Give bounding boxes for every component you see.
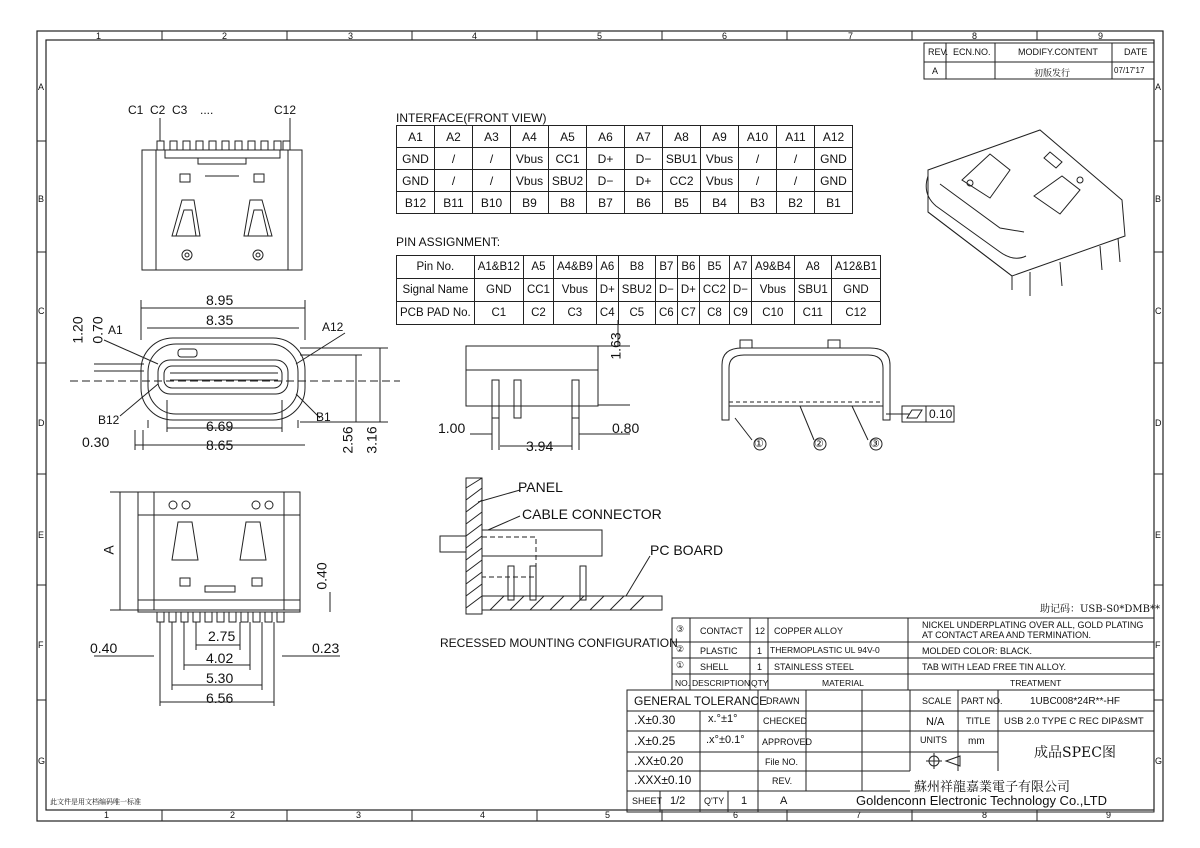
mat-header-desc: DESCRIPTION	[692, 678, 751, 688]
part-no: 1UBC008*24R**-HF	[1030, 696, 1121, 707]
label-b1: B1	[316, 410, 331, 424]
angle-1: x.°±1°	[708, 713, 738, 725]
isometric-view	[926, 130, 1125, 296]
zone-col-1-bottom: 1	[104, 810, 110, 820]
rev-letter: A	[780, 795, 788, 807]
table-cell: GND	[397, 148, 435, 170]
zone-col-9: 9	[1098, 31, 1104, 41]
zone-col-3-bottom: 3	[356, 810, 362, 820]
dim-2-56: 2.56	[339, 426, 356, 454]
table-cell: B2	[777, 192, 815, 214]
zone-col-8-bottom: 8	[982, 810, 988, 820]
tol-xxxx: .XXX±0.10	[634, 773, 692, 787]
table-cell: /	[777, 148, 815, 170]
table-cell: C1	[474, 302, 523, 325]
label-cable-connector: CABLE CONNECTOR	[522, 506, 662, 522]
dim-0-80: 0.80	[612, 420, 640, 436]
role-approved: APPROVED	[762, 737, 813, 747]
table-cell: D+	[587, 148, 625, 170]
table-row	[397, 126, 853, 148]
table-cell: B5	[699, 256, 729, 279]
label-a12: A12	[322, 320, 344, 334]
table-cell: C11	[794, 302, 831, 325]
qty-label: Q'TY	[704, 796, 725, 806]
table-cell: Vbus	[701, 170, 739, 192]
tol-x: .X±0.30	[634, 713, 676, 727]
table-cell: A7	[625, 126, 663, 148]
zone-col-4-bottom: 4	[480, 810, 486, 820]
table-cell: C9	[729, 302, 751, 325]
table-cell: SBU2	[618, 279, 655, 302]
zone-row-e-right: E	[1155, 530, 1162, 540]
mat-material-plastic: THERMOPLASTIC UL 94V-0	[770, 645, 880, 655]
table-cell: GND	[831, 279, 880, 302]
marker-1: ①	[754, 438, 764, 450]
table-cell: C7	[677, 302, 699, 325]
table-cell: C3	[553, 302, 596, 325]
label-c3: C3	[172, 103, 188, 117]
zone-row-a: A	[38, 82, 45, 92]
role-checked: CHECKED	[763, 716, 808, 726]
company-en: Goldenconn Electronic Technology Co.,LTD	[856, 793, 1107, 808]
zone-row-c-right: C	[1155, 306, 1162, 316]
zone-col-8: 8	[972, 31, 978, 41]
table-cell: A12&B1	[831, 256, 880, 279]
dim-0-70: 0.70	[89, 316, 106, 344]
label-c2: C2	[150, 103, 166, 117]
dim-6-69: 6.69	[206, 418, 234, 434]
dim-4-02: 4.02	[206, 650, 234, 666]
zone-col-5-bottom: 5	[605, 810, 611, 820]
ecn-header: ECN.NO.	[953, 47, 991, 57]
side-view	[466, 320, 630, 450]
table-cell: D+	[625, 170, 663, 192]
dim-1-00: 1.00	[438, 420, 466, 436]
zone-row-f-right: F	[1155, 640, 1161, 650]
table-cell: CC2	[663, 170, 701, 192]
mat-qty-plastic: 1	[757, 646, 763, 656]
tol-xxx: .XX±0.20	[634, 754, 684, 768]
table-cell: GND	[815, 170, 853, 192]
table-row	[397, 256, 881, 279]
zone-col-2: 2	[222, 31, 228, 41]
dim-3-94: 3.94	[526, 438, 554, 454]
table-row	[397, 170, 853, 192]
table-cell: C2	[523, 302, 553, 325]
pin-assignment-table	[396, 255, 881, 325]
zone-col-3: 3	[348, 31, 354, 41]
label-c12: C12	[274, 103, 297, 117]
table-cell: A7	[729, 256, 751, 279]
table-cell: CC2	[699, 279, 729, 302]
units-label: UNITS	[920, 735, 947, 745]
dim-5-30: 5.30	[206, 670, 234, 686]
table-cell: /	[739, 148, 777, 170]
table-cell: GND	[815, 148, 853, 170]
table-cell: GND	[397, 170, 435, 192]
company-cn: 蘇州祥龍嘉業電子有限公司	[914, 780, 1071, 795]
table-cell: A2	[435, 126, 473, 148]
table-cell: B1	[815, 192, 853, 214]
interface-title: INTERFACE(FRONT VIEW)	[396, 111, 547, 125]
flatness-value: 0.10	[929, 407, 953, 421]
table-cell: A1&B12	[474, 256, 523, 279]
table-cell: D+	[677, 279, 699, 302]
table-cell: B7	[655, 256, 677, 279]
mat-desc-plastic: PLASTIC	[700, 646, 738, 656]
general-tolerance: GENERAL TOLERANCE	[634, 694, 768, 708]
scale-value: N/A	[926, 716, 945, 728]
zone-row-c: C	[38, 306, 45, 316]
dim-1-20: 1.20	[69, 316, 86, 344]
table-cell: /	[473, 148, 511, 170]
marker-3: ③	[870, 438, 880, 450]
mat-material-shell: STAINLESS STEEL	[774, 662, 854, 672]
table-cell: A5	[523, 256, 553, 279]
zone-col-7: 7	[848, 31, 854, 41]
zone-col-1: 1	[96, 31, 102, 41]
mat-header-material: MATERIAL	[822, 678, 864, 688]
table-cell: A5	[549, 126, 587, 148]
table-cell: A11	[777, 126, 815, 148]
zone-row-d-right: D	[1155, 418, 1162, 428]
table-cell: B3	[739, 192, 777, 214]
role-drawn: DRAWN	[766, 696, 800, 706]
rev-header: REV.	[928, 47, 949, 57]
dim-0-40: 0.40	[90, 640, 118, 656]
dim-6-56: 6.56	[206, 690, 234, 706]
qty-value: 1	[741, 795, 748, 807]
dim-a: A	[100, 545, 117, 555]
table-cell: B8	[618, 256, 655, 279]
table-cell: B4	[701, 192, 739, 214]
table-cell: A8	[794, 256, 831, 279]
table-row	[397, 148, 853, 170]
table-cell: Vbus	[751, 279, 794, 302]
table-cell: SBU1	[794, 279, 831, 302]
dim-8-35: 8.35	[206, 312, 234, 328]
table-cell: A4&B9	[553, 256, 596, 279]
rev-value: A	[932, 66, 939, 76]
table-cell: A8	[663, 126, 701, 148]
mat-header-qty: QTY	[751, 678, 769, 688]
table-cell: A9&B4	[751, 256, 794, 279]
bottom-pins	[157, 612, 284, 622]
table-cell: D−	[729, 279, 751, 302]
units-value: mm	[968, 736, 985, 747]
dim-0-23: 0.23	[312, 640, 340, 656]
label-c1: C1	[128, 103, 144, 117]
title-value: USB 2.0 TYPE C REC DIP&SMT	[1004, 716, 1144, 727]
table-cell: A3	[473, 126, 511, 148]
section-view	[722, 340, 954, 450]
zone-col-6-bottom: 6	[733, 810, 739, 820]
mounting-section	[440, 478, 662, 614]
mat-material-contact: COPPER ALLOY	[774, 626, 844, 636]
mat-treatment-plastic: MOLDED COLOR: BLACK.	[922, 646, 1033, 656]
table-cell: GND	[474, 279, 523, 302]
zone-col-6: 6	[722, 31, 728, 41]
dim-0-30: 0.30	[82, 434, 110, 450]
label-pc-board: PC BOARD	[650, 542, 724, 558]
role-file-no: File NO.	[765, 757, 799, 767]
dim-0-40-vertical: 0.40	[313, 562, 330, 590]
table-cell: B6	[625, 192, 663, 214]
table-row	[397, 279, 881, 302]
mat-header-no: NO.	[675, 678, 691, 688]
sheet-value: 1/2	[670, 795, 686, 807]
table-cell: /	[435, 148, 473, 170]
table-cell: /	[739, 170, 777, 192]
table-cell: PCB PAD No.	[397, 302, 475, 325]
modify-value: 初版发行	[1034, 68, 1071, 78]
zone-col-9-bottom: 9	[1106, 810, 1112, 820]
table-cell: B5	[663, 192, 701, 214]
table-cell: Signal Name	[397, 279, 475, 302]
table-cell: C5	[618, 302, 655, 325]
dim-8-65: 8.65	[206, 437, 234, 453]
zone-row-b-right: B	[1155, 194, 1162, 204]
zone-col-2-bottom: 2	[230, 810, 236, 820]
part-label: PART NO.	[961, 696, 1003, 706]
zone-row-g: G	[38, 756, 46, 766]
table-cell: D−	[587, 170, 625, 192]
modify-header: MODIFY.CONTENT	[1018, 47, 1098, 57]
table-cell: CC1	[549, 148, 587, 170]
mat-no-2: ②	[676, 644, 685, 654]
table-cell: C8	[699, 302, 729, 325]
mat-treatment-shell: TAB WITH LEAD FREE TIN ALLOY.	[922, 662, 1067, 672]
table-cell: B8	[549, 192, 587, 214]
scale-label: SCALE	[922, 696, 952, 706]
table-cell: Vbus	[511, 170, 549, 192]
table-cell: B9	[511, 192, 549, 214]
table-cell: D−	[625, 148, 663, 170]
table-cell: A9	[701, 126, 739, 148]
dim-3-16: 3.16	[363, 426, 380, 454]
role-rev: REV.	[772, 776, 793, 786]
sheet-label: SHEET	[632, 796, 663, 806]
table-cell: Vbus	[701, 148, 739, 170]
mat-desc-contact: CONTACT	[700, 626, 743, 636]
zone-row-f: F	[38, 640, 44, 650]
mat-treatment-contact: NICKEL UNDERPLATING OVER ALL, GOLD PLATING AT CONTACT AREA AND TERMINATION.	[922, 620, 1144, 640]
table-cell: B7	[587, 192, 625, 214]
table-cell: CC1	[523, 279, 553, 302]
table-cell: B10	[473, 192, 511, 214]
angle-2: .x°±0.1°	[706, 734, 745, 746]
table-cell: A12	[815, 126, 853, 148]
table-cell: D−	[655, 279, 677, 302]
date-header: DATE	[1124, 47, 1148, 57]
document-standard-note: 此文件是用文档编码唯一标准	[50, 799, 141, 806]
tol-xx: .X±0.25	[634, 734, 676, 748]
table-cell: B12	[397, 192, 435, 214]
top-view	[142, 118, 302, 270]
mat-desc-shell: SHELL	[700, 662, 729, 672]
mat-no-1: ①	[676, 660, 685, 670]
table-cell: C6	[655, 302, 677, 325]
label-ellipsis: ....	[200, 103, 214, 117]
zone-row-e: E	[38, 530, 45, 540]
marker-2: ②	[814, 438, 824, 450]
interface-table	[396, 125, 853, 214]
zone-col-5: 5	[597, 31, 603, 41]
label-b12: B12	[98, 413, 120, 427]
table-cell: A6	[587, 126, 625, 148]
table-cell: Pin No.	[397, 256, 475, 279]
dim-2-75: 2.75	[208, 628, 236, 644]
dim-8-95: 8.95	[206, 292, 234, 308]
table-cell: A4	[511, 126, 549, 148]
pin-assignment-title: PIN ASSIGNMENT:	[396, 235, 501, 249]
table-cell: A1	[397, 126, 435, 148]
mat-no-3: ③	[676, 624, 685, 634]
code-note: 助记码：USB-S0*DMB**	[1040, 604, 1161, 615]
table-cell: A6	[596, 256, 618, 279]
table-cell: C12	[831, 302, 880, 325]
table-cell: SBU2	[549, 170, 587, 192]
zone-row-g-right: G	[1155, 756, 1163, 766]
table-row	[397, 302, 881, 325]
date-value: 07/17'17	[1114, 66, 1145, 75]
zone-row-a-right: A	[1155, 82, 1162, 92]
label-a1: A1	[108, 323, 123, 337]
table-cell: Vbus	[511, 148, 549, 170]
table-cell: A10	[739, 126, 777, 148]
mat-header-treatment: TREATMENT	[1010, 678, 1062, 688]
zone-col-4: 4	[472, 31, 478, 41]
table-cell: B6	[677, 256, 699, 279]
zone-row-b: B	[38, 194, 45, 204]
mat-qty-shell: 1	[757, 662, 763, 672]
top-view-pins	[157, 141, 290, 150]
table-cell: D+	[596, 279, 618, 302]
zone-row-d: D	[38, 418, 45, 428]
spec-title: 成品SPEC图	[1034, 745, 1116, 761]
title-label: TITLE	[966, 716, 991, 726]
table-cell: /	[435, 170, 473, 192]
table-cell: C10	[751, 302, 794, 325]
dim-1-63: 1.63	[607, 332, 624, 360]
mounting-caption: RECESSED MOUNTING CONFIGURATION	[440, 636, 678, 650]
table-cell: /	[777, 170, 815, 192]
table-row	[397, 192, 853, 214]
label-panel: PANEL	[518, 479, 563, 495]
mat-qty-contact: 12	[755, 626, 766, 636]
table-cell: C4	[596, 302, 618, 325]
table-cell: SBU1	[663, 148, 701, 170]
table-cell: B11	[435, 192, 473, 214]
table-cell: /	[473, 170, 511, 192]
table-cell: Vbus	[553, 279, 596, 302]
zone-col-7-bottom: 7	[856, 810, 862, 820]
